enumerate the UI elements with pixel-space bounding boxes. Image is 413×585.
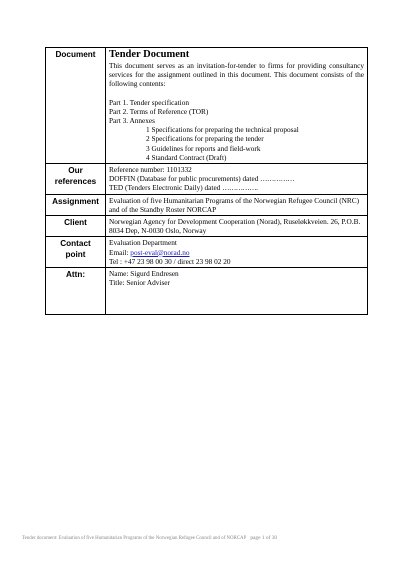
annex-4: 4 Standard Contract (Draft) (146, 152, 227, 162)
footer-text: Tender document: Evaluation of five Humanitarian Programs of the Norwegian Refugee Council and of NORCAP (22, 536, 247, 541)
doffin-line (109, 174, 364, 183)
doffin-text: DOFFIN (Database for public procurements) dated (109, 174, 259, 184)
ted-line (109, 183, 364, 192)
attn-title: Title: Senior Adviser (109, 278, 170, 288)
attn-row (46, 268, 368, 315)
references-label-line1: Our (68, 166, 83, 176)
references-label (46, 164, 106, 195)
part-2: Part 2. Terms of Reference (TOR) (109, 106, 209, 116)
client-label: Client (46, 216, 106, 237)
page-number: page 1 of 30 (250, 535, 278, 541)
contact-tel: Tel : +47 23 98 00 30 / direct 23 98 02 20 (109, 256, 231, 266)
references-cell (106, 164, 368, 195)
ted-text: TED (Tenders Electronic Daily) dated (109, 183, 221, 193)
part-1: Part 1. Tender specification (109, 97, 189, 107)
document-label: Document (46, 48, 106, 164)
contact-row (46, 237, 368, 268)
references-row (46, 164, 368, 195)
attn-name: Name: Sigurd Endresen (109, 269, 179, 279)
attn-label: Attn: (46, 268, 106, 315)
contact-email-line (109, 248, 364, 257)
ted-blank: ……………. (222, 183, 258, 193)
document-intro: This document serves as an invitation-for-tender to firms for providing consultancy services for the assignment outlined in this document. This document consists of the following contents: (109, 61, 364, 89)
contact-label (46, 237, 106, 268)
contact-cell (106, 237, 368, 268)
client-row (46, 216, 368, 237)
contact-department: Evaluation Department (109, 238, 177, 248)
contact-label-line1: Contact (60, 239, 91, 249)
reference-number: Reference number: 1101332 (109, 165, 192, 175)
annex-1: 1 Specifications for preparing the technical proposal (146, 125, 299, 135)
part-3: Part 3. Annexes (109, 116, 156, 126)
references-label-line2: references (54, 177, 97, 187)
assignment-label: Assignment (46, 194, 106, 215)
document-row (46, 48, 368, 164)
email-label: Email: (109, 247, 129, 257)
assignment-row (46, 194, 368, 215)
annex-3: 3 Guidelines for reports and field-work (146, 143, 261, 153)
annex-2: 2 Specifications for preparing the tender (146, 134, 264, 144)
attn-cell (106, 268, 368, 315)
email-link[interactable]: post-eval@norad.no (130, 247, 190, 257)
contact-label-line2: point (65, 250, 86, 260)
document-title: Tender Document (109, 49, 190, 60)
document-cell (106, 48, 368, 164)
client-text: Norwegian Agency for Development Cooperation (Norad), Ruseløkkveien. 26, P.O.B. 8034 Dep, N-0030 Oslo, Norway (106, 216, 368, 237)
assignment-text: Evaluation of five Humanitarian Programs of the Norwegian Refugee Council (NRC) and of the Standby Roster NORCAP (106, 194, 368, 215)
doffin-blank: …………… (260, 174, 295, 184)
page-footer (22, 535, 277, 541)
tender-info-table (45, 47, 368, 315)
